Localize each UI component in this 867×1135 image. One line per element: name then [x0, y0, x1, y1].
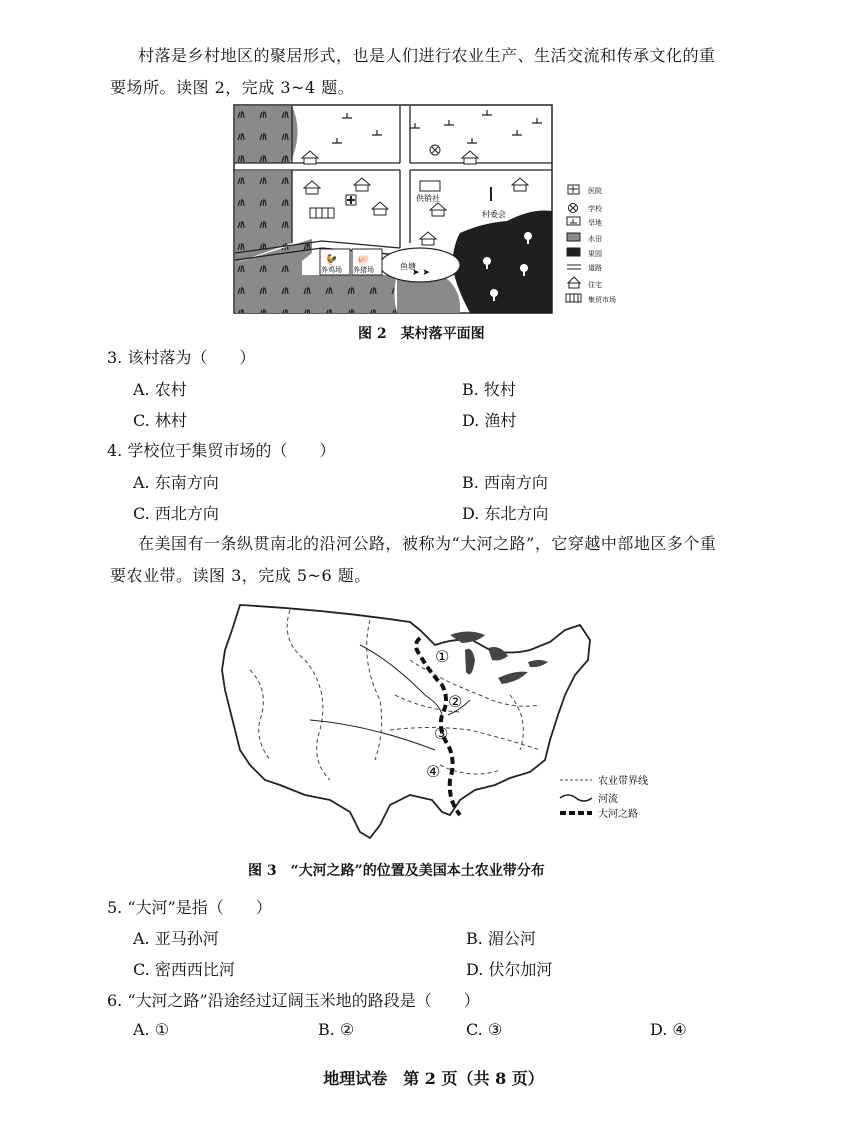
pig-icon: 🐖 — [357, 255, 370, 266]
intro-line-1: 村落是乡村地区的聚居形式，也是人们进行农业生产、生活交流和传承文化的重 — [138, 46, 716, 65]
legend-house-label: 住宅 — [588, 281, 602, 289]
question-6-stem: 6. “大河之路”沿途经过辽阔玉米地的路段是（ ） — [107, 991, 480, 1010]
question-3-option-d[interactable]: D. 渔村 — [462, 411, 517, 430]
legend-market-label: 集贸市场 — [588, 296, 616, 304]
river-icon — [560, 795, 592, 801]
road-segment-marker-1: ① — [435, 647, 450, 666]
question-5-option-d[interactable]: D. 伏尔加河 — [466, 960, 553, 979]
page-footer: 地理试卷 第 2 页（共 8 页） — [323, 1069, 544, 1088]
question-4-option-d[interactable]: D. 东北方向 — [462, 504, 549, 523]
road-segment-marker-3: ③ — [434, 724, 449, 743]
pig-farm-label: 养猪场 — [353, 266, 374, 274]
question-5-option-a[interactable]: A. 亚马孙河 — [133, 929, 219, 948]
question-6-option-b[interactable]: B. ② — [318, 1020, 355, 1039]
figure-2-village-map — [232, 103, 642, 315]
legend-paddy-label: 水田 — [588, 235, 602, 243]
legend-river-label: 河流 — [598, 794, 618, 805]
fish-icon: ➤ ➤ — [412, 268, 430, 278]
legend-school-label: 学校 — [588, 205, 602, 213]
intro2-line-2: 要农业带。读图 3，完成 5~6 题。 — [110, 566, 371, 585]
question-4-option-c[interactable]: C. 西北方向 — [133, 504, 219, 523]
question-5-option-b[interactable]: B. 湄公河 — [466, 929, 536, 948]
chicken-farm-label: 养鸡场 — [321, 266, 342, 274]
figure-3-legend — [560, 774, 648, 820]
pond-label: 鱼塘 — [400, 262, 416, 271]
intro-paragraph-1 — [110, 40, 770, 104]
legend-orchard-label: 果园 — [588, 250, 602, 258]
question-6-option-d[interactable]: D. ④ — [650, 1020, 687, 1039]
figure-2-caption: 图 2 某村落平面图 — [358, 326, 485, 342]
question-5-option-c[interactable]: C. 密西西比河 — [133, 960, 235, 979]
chicken-icon: 🐓 — [325, 255, 338, 266]
question-3-stem: 3. 该村落为（ ） — [107, 348, 256, 367]
question-5-stem: 5. “大河”是指（ ） — [107, 898, 272, 917]
legend-dryland-label: 旱地 — [588, 219, 602, 227]
legend-belt-boundary-label: 农业带界线 — [598, 776, 648, 787]
legend-road-label: 大河之路 — [598, 809, 638, 820]
question-6-option-a[interactable]: A. ① — [133, 1020, 170, 1039]
question-3-option-b[interactable]: B. 牧村 — [462, 380, 516, 399]
legend-road-label: 道路 — [588, 264, 602, 272]
intro2-line-1: 在美国有一条纵贯南北的沿河公路，被称为“大河之路”，它穿越中部地区多个重 — [138, 534, 717, 553]
question-4-option-b[interactable]: B. 西南方向 — [462, 473, 548, 492]
committee-label: 村委会 — [482, 210, 506, 219]
legend-hospital-label: 医院 — [588, 187, 602, 195]
figure-3-us-map — [210, 600, 680, 845]
road-segment-marker-4: ④ — [426, 762, 441, 781]
supply-coop-label: 供销社 — [416, 194, 440, 203]
question-3-option-a[interactable]: A. 农村 — [133, 380, 187, 399]
intro-paragraph-2 — [110, 528, 770, 592]
figure-2-legend — [566, 185, 581, 302]
us-outline — [222, 605, 590, 838]
question-4-option-a[interactable]: A. 东南方向 — [133, 473, 219, 492]
road-segment-marker-2: ② — [448, 692, 463, 711]
figure-3-caption: 图 3 “大河之路”的位置及美国本土农业带分布 — [248, 863, 545, 879]
intro-line-2: 要场所。读图 2，完成 3~4 题。 — [110, 78, 355, 97]
question-6-option-c[interactable]: C. ③ — [466, 1020, 503, 1039]
question-3-option-c[interactable]: C. 林村 — [133, 411, 187, 430]
question-4-stem: 4. 学校位于集贸市场的（ ） — [107, 441, 336, 460]
